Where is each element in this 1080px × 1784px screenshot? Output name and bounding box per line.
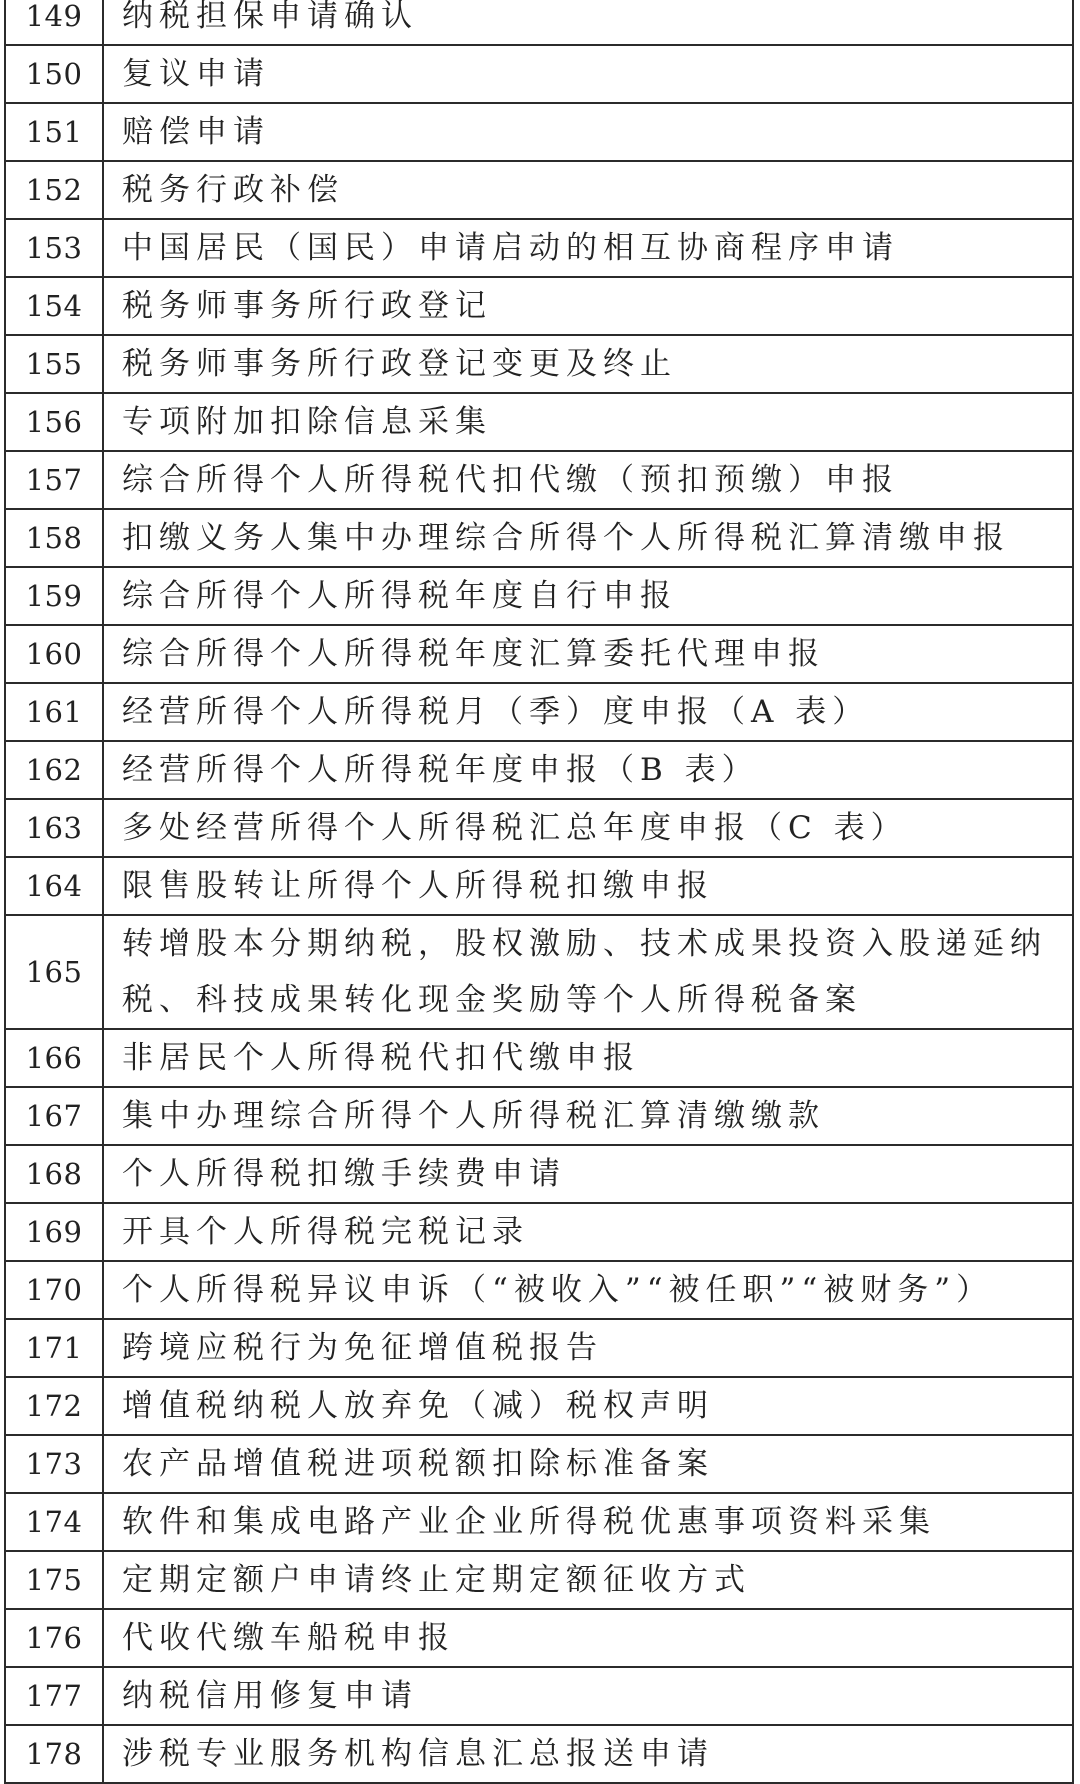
item-name: 纳税担保申请确认 [103,0,1073,45]
table-body [5,0,1073,1783]
table-row [5,625,1073,683]
row-number: 150 [5,45,103,103]
item-name: 增值税纳税人放弃免（减）税权声明 [103,1377,1073,1435]
table-row [5,277,1073,335]
item-name: 开具个人所得税完税记录 [103,1203,1073,1261]
table-row [5,1609,1073,1667]
item-name: 中国居民（国民）申请启动的相互协商程序申请 [103,219,1073,277]
table-row [5,1261,1073,1319]
row-number: 158 [5,509,103,567]
item-name: 税务师事务所行政登记变更及终止 [103,335,1073,393]
table-row [5,567,1073,625]
table-row [5,219,1073,277]
item-name: 非居民个人所得税代扣代缴申报 [103,1029,1073,1087]
row-number: 155 [5,335,103,393]
item-name: 经营所得个人所得税年度申报（B 表） [103,741,1073,799]
row-number: 172 [5,1377,103,1435]
item-name: 综合所得个人所得税年度自行申报 [103,567,1073,625]
item-name: 综合所得个人所得税代扣代缴（预扣预缴）申报 [103,451,1073,509]
table-row [5,1551,1073,1609]
row-number: 151 [5,103,103,161]
item-name: 涉税专业服务机构信息汇总报送申请 [103,1725,1073,1783]
table-row [5,1725,1073,1783]
table-row [5,683,1073,741]
item-name: 限售股转让所得个人所得税扣缴申报 [103,857,1073,915]
table-row [5,1493,1073,1551]
item-name: 软件和集成电路产业企业所得税优惠事项资料采集 [103,1493,1073,1551]
row-number: 175 [5,1551,103,1609]
item-name: 税务师事务所行政登记 [103,277,1073,335]
item-name: 税务行政补偿 [103,161,1073,219]
table-row [5,1087,1073,1145]
tax-items-table [4,0,1074,1784]
table-row [5,1319,1073,1377]
row-number: 169 [5,1203,103,1261]
item-name: 赔偿申请 [103,103,1073,161]
item-name: 代收代缴车船税申报 [103,1609,1073,1667]
item-name: 纳税信用修复申请 [103,1667,1073,1725]
row-number: 166 [5,1029,103,1087]
table-row [5,161,1073,219]
table-row [5,915,1073,1029]
row-number: 178 [5,1725,103,1783]
table-row [5,1145,1073,1203]
item-name: 定期定额户申请终止定期定额征收方式 [103,1551,1073,1609]
item-name: 综合所得个人所得税年度汇算委托代理申报 [103,625,1073,683]
item-name: 复议申请 [103,45,1073,103]
table-row [5,103,1073,161]
row-number: 154 [5,277,103,335]
row-number: 159 [5,567,103,625]
row-number: 149 [5,0,103,45]
item-name: 扣缴义务人集中办理综合所得个人所得税汇算清缴申报 [103,509,1073,567]
table-row [5,393,1073,451]
table-row [5,1667,1073,1725]
item-name: 转增股本分期纳税，股权激励、技术成果投资入股递延纳税、科技成果转化现金奖励等个人所得税备案 [103,915,1073,1029]
table-row [5,741,1073,799]
row-number: 152 [5,161,103,219]
table-row [5,451,1073,509]
row-number: 160 [5,625,103,683]
item-name: 经营所得个人所得税月（季）度申报（A 表） [103,683,1073,741]
table-row [5,335,1073,393]
table-row [5,0,1073,45]
row-number: 153 [5,219,103,277]
item-name: 集中办理综合所得个人所得税汇算清缴缴款 [103,1087,1073,1145]
row-number: 176 [5,1609,103,1667]
item-name: 专项附加扣除信息采集 [103,393,1073,451]
table-row [5,1377,1073,1435]
table-row [5,509,1073,567]
row-number: 174 [5,1493,103,1551]
item-name: 农产品增值税进项税额扣除标准备案 [103,1435,1073,1493]
item-name: 个人所得税扣缴手续费申请 [103,1145,1073,1203]
row-number: 177 [5,1667,103,1725]
row-number: 165 [5,915,103,1029]
row-number: 162 [5,741,103,799]
table-row [5,1203,1073,1261]
item-name: 跨境应税行为免征增值税报告 [103,1319,1073,1377]
row-number: 156 [5,393,103,451]
item-name: 个人所得税异议申诉（“被收入”“被任职”“被财务”） [103,1261,1073,1319]
item-name: 多处经营所得个人所得税汇总年度申报（C 表） [103,799,1073,857]
row-number: 171 [5,1319,103,1377]
table-row [5,1029,1073,1087]
row-number: 163 [5,799,103,857]
table-row [5,799,1073,857]
row-number: 168 [5,1145,103,1203]
table-row [5,857,1073,915]
table-row [5,45,1073,103]
row-number: 173 [5,1435,103,1493]
row-number: 164 [5,857,103,915]
row-number: 161 [5,683,103,741]
row-number: 157 [5,451,103,509]
table-row [5,1435,1073,1493]
row-number: 167 [5,1087,103,1145]
row-number: 170 [5,1261,103,1319]
